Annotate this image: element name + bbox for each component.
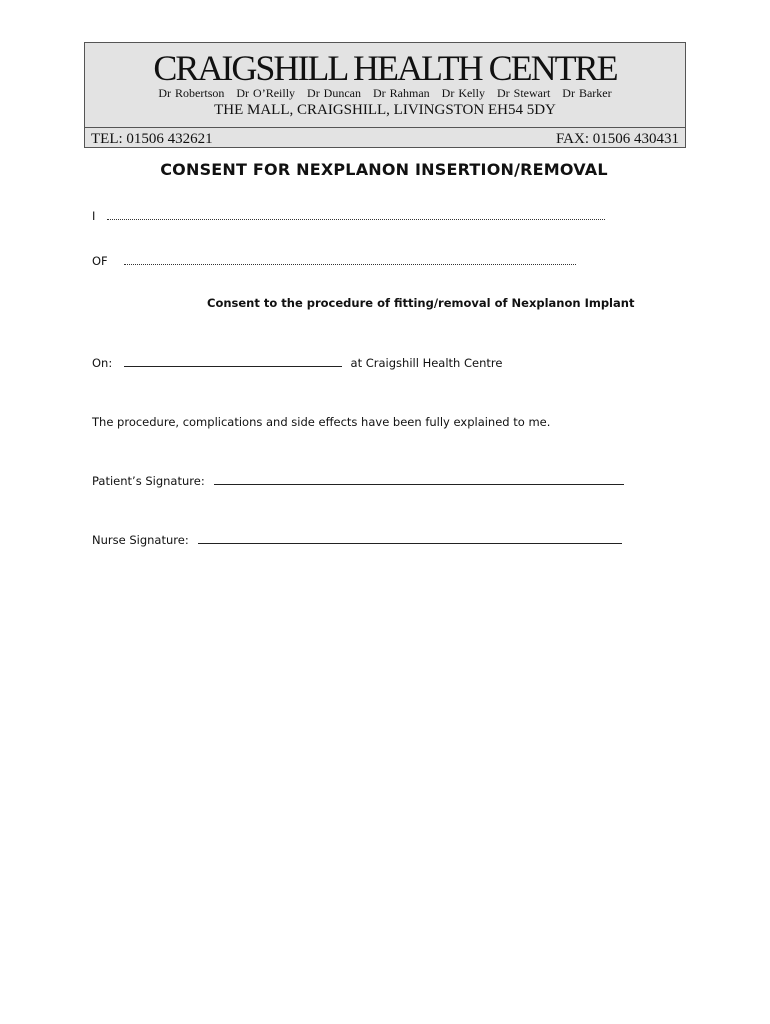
patient-signature-label: Patient’s Signature:: [92, 474, 205, 488]
address-input-line[interactable]: [124, 254, 576, 265]
date-field-row: [92, 355, 502, 371]
letterhead: [84, 42, 686, 148]
nurse-signature-label: Nurse Signature:: [92, 533, 189, 547]
doctors-list: Dr Robertson Dr O’Reilly Dr Duncan Dr Rahman Dr Kelly Dr Stewart Dr Barker: [158, 86, 612, 100]
patient-signature-row: [92, 473, 624, 489]
address-field-row: [92, 253, 576, 269]
fax-number: FAX: 01506 430431: [555, 131, 679, 147]
practice-name: CRAIGSHILL HEALTH CENTRE: [153, 48, 617, 88]
date-label: On:: [92, 356, 113, 370]
name-input-line[interactable]: [107, 209, 605, 220]
date-input-line[interactable]: [124, 356, 342, 367]
practice-address: THE MALL, CRAIGSHILL, LIVINGSTON EH54 5DY: [214, 102, 556, 118]
telephone-number: TEL: 01506 432621: [91, 131, 213, 147]
name-label: I: [92, 209, 96, 223]
nurse-signature-line[interactable]: [198, 533, 622, 544]
location-text: at Craigshill Health Centre: [350, 356, 503, 370]
form-title: CONSENT FOR NEXPLANON INSERTION/REMOVAL: [160, 160, 608, 179]
consent-subtitle: Consent to the procedure of fitting/removal of Nexplanon Implant: [207, 296, 635, 310]
nurse-signature-row: [92, 532, 622, 548]
patient-signature-line[interactable]: [214, 474, 624, 485]
address-label: OF: [92, 254, 108, 268]
explanation-statement: The procedure, complications and side effects have been fully explained to me.: [92, 415, 551, 429]
name-field-row: [92, 208, 605, 224]
contact-bar: [85, 127, 685, 148]
